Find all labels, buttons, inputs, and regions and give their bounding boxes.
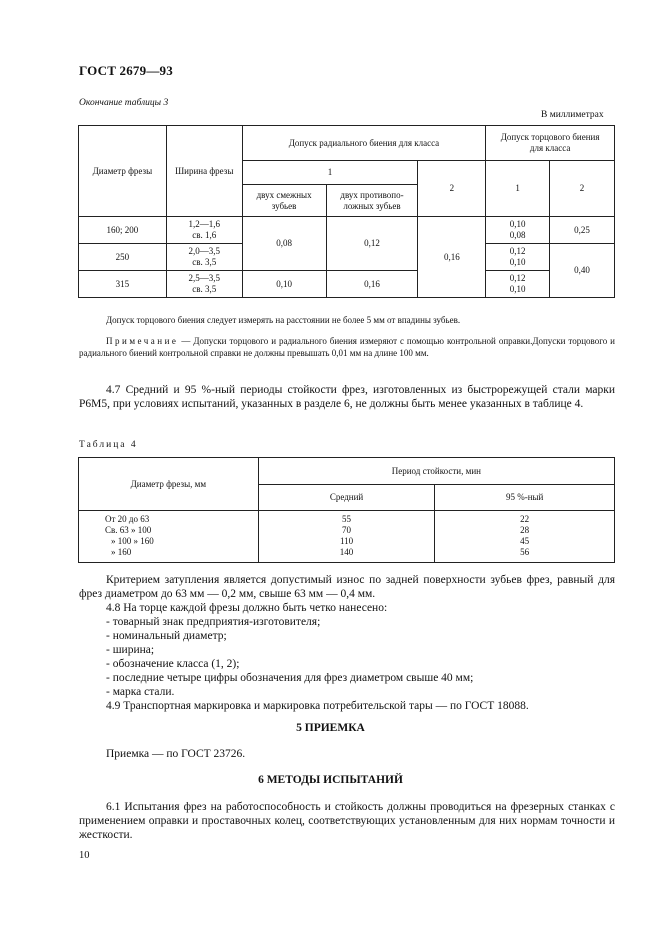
th-mean: Средний bbox=[258, 485, 435, 511]
th-class1: 1 bbox=[242, 161, 418, 185]
th-axial-class2: 2 bbox=[550, 161, 615, 217]
list-item: - номинальный диаметр; bbox=[106, 630, 227, 642]
cell-width: 2,0—3,5 св. 3,5 bbox=[166, 244, 242, 271]
th-95: 95 %-ный bbox=[435, 485, 615, 511]
list-item: - товарный знак предприятия-изготовителя; bbox=[106, 616, 321, 628]
th-diameter-mm: Диаметр фрезы, мм bbox=[79, 458, 259, 511]
cell-axial2-bottom: 0,40 bbox=[550, 244, 615, 298]
criterion-paragraph: Критерием затупления является допустимый износ по задней поверхности зубьев фрез, равный для фрез диаметром до 63 мм — 0,2 мм, свыше 63 мм — 0,4 мм. bbox=[79, 574, 615, 600]
cell-diameter: 250 bbox=[79, 244, 167, 271]
section-6-title: 6 МЕТОДЫ ИСПЫТАНИЙ bbox=[258, 774, 403, 786]
cell-width: 1,2—1,6 св. 1,6 bbox=[166, 217, 242, 244]
table-3 bbox=[78, 125, 615, 298]
th-adjacent: двух смежных зубьев bbox=[242, 185, 326, 217]
page-number: 10 bbox=[79, 850, 90, 861]
th-radial: Допуск радиального биения для класса bbox=[242, 126, 486, 161]
paragraph-6-1: 6.1 Испытания фрез на работоспособность и стойкость должны проводиться на фрезерных станках с применением оправки и проставочных колец, соответствующих установленным для них нормам точности и жесткости. bbox=[79, 801, 615, 841]
list-item: - последние четыре цифры обозначения для фрез диаметром свыше 40 мм; bbox=[106, 672, 474, 684]
paragraph-4-7: 4.7 Средний и 95 %-ный периоды стойкости фрез, изготовленных из быстрорежущей стали марки Р6М5, при условиях испытаний, указанных в разделе 6, не должны быть менее указанных в таблице 4. bbox=[79, 384, 615, 410]
list-item: Св. 63 » 100 bbox=[105, 525, 152, 535]
th-diameter: Диаметр фрезы bbox=[79, 126, 167, 217]
paragraph-4-9: 4.9 Транспортная маркировка и маркировка потребительской тары — по ГОСТ 18088. bbox=[106, 700, 529, 712]
col-diameters bbox=[79, 511, 259, 563]
section-5-title: 5 ПРИЕМКА bbox=[296, 722, 365, 734]
cell-diameter: 160; 200 bbox=[79, 217, 167, 244]
col-mean: 55 70 110 140 bbox=[258, 511, 435, 563]
table-row bbox=[79, 217, 615, 244]
table-body bbox=[79, 511, 615, 563]
cell-adjacent-top: 0,08 bbox=[242, 217, 326, 271]
th-opposite: двух противопо-ложных зубьев bbox=[326, 185, 418, 217]
cell-axial1: 0,10 0,08 bbox=[486, 217, 550, 244]
list-item: - марка стали. bbox=[106, 686, 175, 698]
cell-axial2-top: 0,25 bbox=[550, 217, 615, 244]
list-item: - обозначение класса (1, 2); bbox=[106, 658, 240, 670]
cell-axial1: 0,12 0,10 bbox=[486, 271, 550, 298]
cell-opposite-top: 0,12 bbox=[326, 217, 418, 271]
note-axial-measurement: Допуск торцового биения следует измерять на расстоянии не более 5 мм от впадины зубьев. bbox=[106, 315, 461, 325]
th-axial-class1: 1 bbox=[486, 161, 550, 217]
cell-opposite-bottom: 0,16 bbox=[326, 271, 418, 298]
col-95: 22 28 45 56 bbox=[435, 511, 615, 563]
list-item: » 100 » 160 bbox=[111, 536, 154, 546]
th-axial: Допуск торцового биения для класса bbox=[486, 126, 615, 161]
document-code: ГОСТ 2679—93 bbox=[79, 63, 173, 78]
table-row bbox=[79, 271, 615, 298]
th-width: Ширина фрезы bbox=[166, 126, 242, 217]
table-4 bbox=[78, 457, 615, 563]
th-class2: 2 bbox=[418, 161, 486, 217]
table3-caption: Окончание таблицы 3 bbox=[79, 98, 169, 108]
note-remark: Примечание — Допуски торцового и радиального биения измеряют с помощью контрольной оправки.Допуски торцового и радиального биений контрольной справки не должны превышать 0,01 мм на длине 100 мм. bbox=[79, 336, 615, 358]
units-label: В миллиметрах bbox=[541, 110, 604, 120]
th-period: Период стойкости, мин bbox=[258, 458, 614, 485]
cell-adjacent-bottom: 0,10 bbox=[242, 271, 326, 298]
cell-diameter: 315 bbox=[79, 271, 167, 298]
cell-width: 2,5—3,5 св. 3,5 bbox=[166, 271, 242, 298]
list-item: От 20 до 63 bbox=[105, 514, 150, 524]
cell-class2: 0,16 bbox=[418, 217, 486, 298]
cell-axial1: 0,12 0,10 bbox=[486, 244, 550, 271]
table4-caption: Таблица 4 bbox=[79, 440, 138, 450]
list-item: - ширина; bbox=[106, 644, 155, 656]
section-5-text: Приемка — по ГОСТ 23726. bbox=[106, 748, 246, 760]
paragraph-4-8: 4.8 На торце каждой фрезы должно быть четко нанесено: bbox=[106, 602, 388, 614]
list-item: » 160 bbox=[111, 547, 132, 557]
